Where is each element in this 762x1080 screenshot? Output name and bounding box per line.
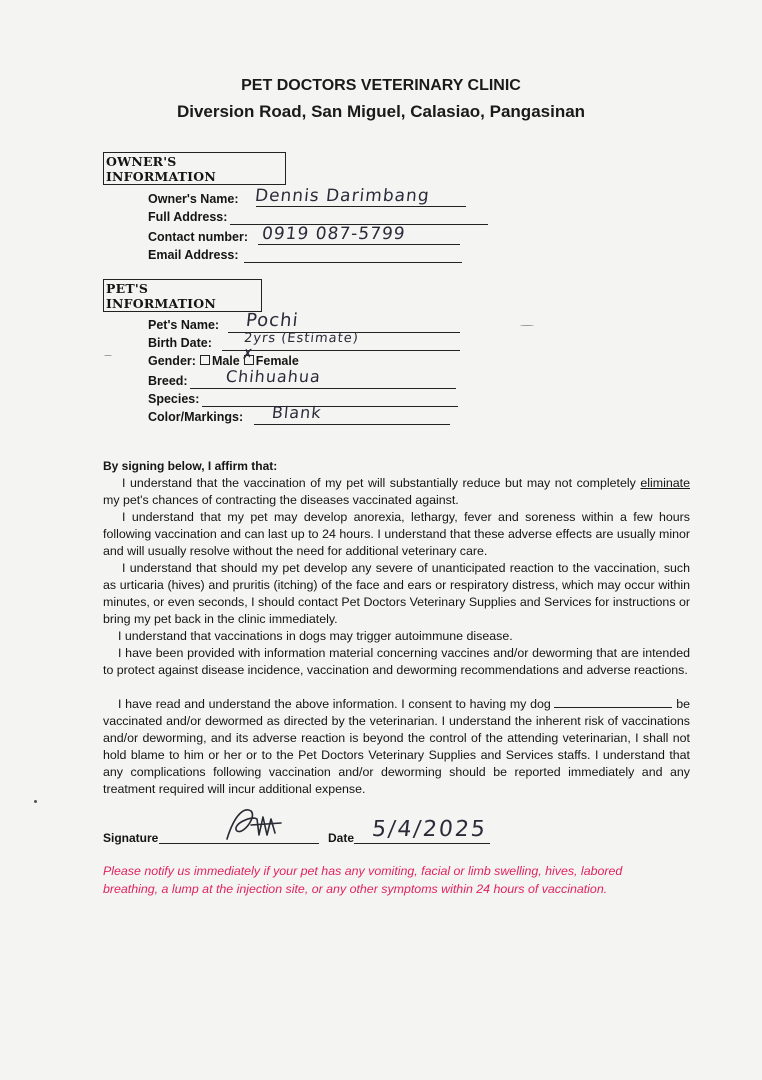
gender-label-text: Gender: xyxy=(148,354,196,368)
owner-email-line[interactable] xyxy=(244,248,462,263)
scan-speck xyxy=(104,355,112,356)
post-vaccination-notice: Please notify us immediately if your pet has any vomiting, facial or limb swelling, hives, labored breathing, a lump at the injection site, or any other symptoms within 24 hours of vaccination. xyxy=(103,864,623,896)
dog-name-blank[interactable] xyxy=(554,697,672,708)
affirm-heading: By signing below, I affirm that: xyxy=(103,459,278,473)
signature-label: Signature xyxy=(103,831,159,845)
date-label: Date xyxy=(328,831,355,845)
pet-breed-label: Breed: xyxy=(148,374,188,388)
owner-name-label: Owner's Name: xyxy=(148,192,239,206)
owner-email-label: Email Address: xyxy=(148,248,239,262)
pet-color-row xyxy=(148,403,452,426)
date-row xyxy=(328,817,492,847)
owner-address-line[interactable] xyxy=(230,210,488,225)
pet-breed-row xyxy=(148,367,458,390)
clinic-name: PET DOCTORS VETERINARY CLINIC xyxy=(241,77,521,94)
p1-post: my pet's chances of contracting the diseases vaccinated against. xyxy=(103,493,459,507)
female-checkbox[interactable] xyxy=(241,347,255,365)
pet-species-label: Species: xyxy=(148,392,200,406)
p1-underlined: eliminate xyxy=(640,476,690,490)
female-check-mark: ✗ xyxy=(241,347,255,363)
p6-pre: I have read and understand the above information. I consent to having my dog xyxy=(118,697,551,711)
date-value: 5/4/2025 xyxy=(370,817,489,842)
p1-pre: I understand that the vaccination of my pet will substantially reduce but may not completely xyxy=(122,476,641,490)
owner-email-row xyxy=(148,246,464,264)
pet-section-heading: PET'S INFORMATION xyxy=(103,279,262,312)
pet-birth-row xyxy=(148,331,462,352)
pet-species-line[interactable] xyxy=(202,392,458,407)
consent-paragraph-5: I have been provided with information material concerning vaccines and/or deworming that are intended to protect against disease incidence, vaccination and deworming recommendations and adverse reactions. xyxy=(103,646,690,677)
male-option-label: Male xyxy=(211,354,240,368)
signature-scribble xyxy=(221,805,291,845)
pet-breed-value: Chihuahua xyxy=(225,367,322,386)
consent-paragraph-1 xyxy=(103,475,690,509)
pet-color-value: Blank xyxy=(271,403,323,422)
owner-name-value: Dennis Darimbang xyxy=(253,186,431,206)
owner-section-heading: OWNER'S INFORMATION xyxy=(103,152,286,185)
pet-name-label: Pet's Name: xyxy=(148,318,220,332)
p6-post: be vaccinated and/or dewormed as directed by the veterinarian. I understand the inherent risk of vaccinations and/or deworming, and its adverse reaction is beyond the control of the attending veterinarian, I shall not hold blame to him or her or to the Pet Doctors Veterinary Supplies and Services staffs. I understand that any complications following vaccination and/or deworming should be reported immediately and any treatment required will incur additional expense. xyxy=(103,697,691,796)
consent-paragraph-6 xyxy=(103,696,690,798)
pet-name-value: Pochi xyxy=(244,310,300,331)
male-checkbox[interactable] xyxy=(200,355,210,365)
scan-speck xyxy=(520,325,534,326)
pet-color-label: Color/Markings: xyxy=(148,410,244,424)
pet-birth-value: 2yrs (Estimate) xyxy=(243,331,360,346)
scan-speck xyxy=(34,800,37,803)
owner-contact-label: Contact number: xyxy=(148,230,248,244)
female-option-label: Female xyxy=(255,354,299,368)
owner-contact-row xyxy=(148,224,462,246)
consent-paragraph-3: I understand that should my pet develop any severe of unanticipated reaction to the vaccination, such as urticaria (hives) and pruritis (itching) of the face and ears or respiratory distress, which may occur within minutes, or even seconds, I should contact Pet Doctors Veterinary Supplies and Services for instructions or bring my pet back in the clinic immediately. xyxy=(103,561,690,626)
pet-birth-label: Birth Date: xyxy=(148,336,212,350)
pet-gender-label xyxy=(148,347,299,368)
consent-paragraph-4: I understand that vaccinations in dogs may trigger autoimmune disease. xyxy=(118,629,513,643)
consent-paragraph-2: I understand that my pet may develop anorexia, lethargy, fever and soreness within a few hours following vaccination and can last up to 24 hours. I understand that these adverse effects are usually minor and will usually resolve without the need for additional veterinary care. xyxy=(103,510,690,558)
owner-address-label: Full Address: xyxy=(148,210,228,224)
owner-name-row xyxy=(148,186,468,208)
owner-contact-value: 0919 087-5799 xyxy=(260,224,407,244)
clinic-address: Diversion Road, San Miguel, Calasiao, Pangasinan xyxy=(176,102,586,121)
signature-row xyxy=(103,831,323,847)
